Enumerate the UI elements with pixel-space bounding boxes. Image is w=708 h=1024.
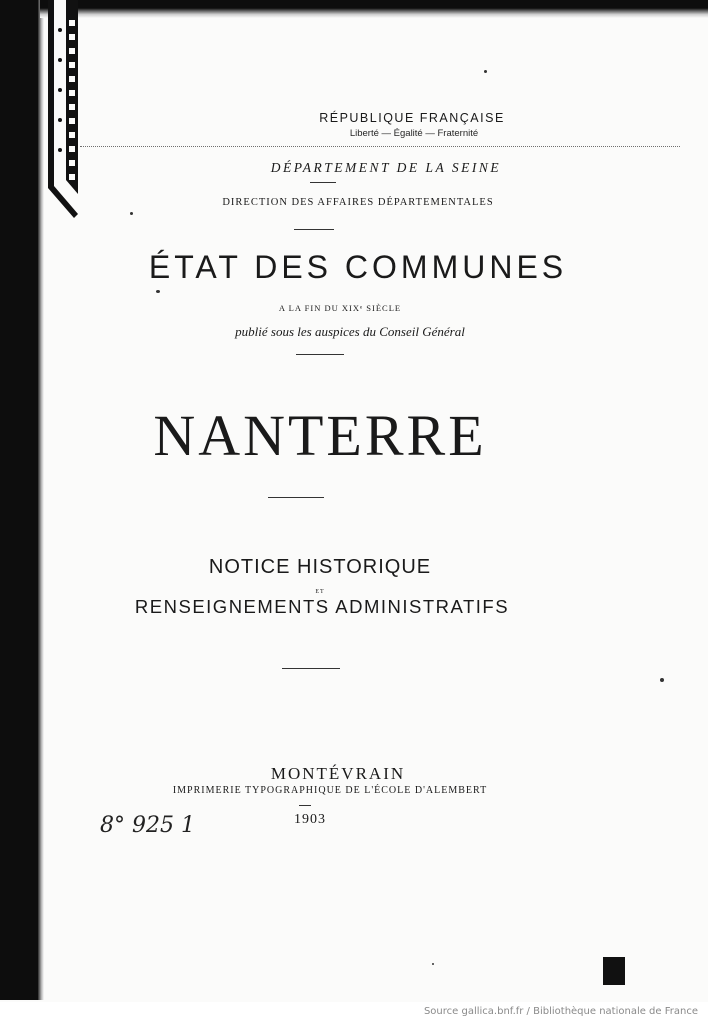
short-rule xyxy=(310,182,336,183)
publication-year: 1903 xyxy=(294,812,326,827)
departement-heading: DÉPARTEMENT DE LA SEINE xyxy=(270,160,502,175)
book-spine-shadow xyxy=(0,0,40,1000)
notice-heading: NOTICE HISTORIQUE xyxy=(208,556,432,578)
national-motto: Liberté — Égalité — Fraternité xyxy=(349,128,479,139)
library-stamp-mark xyxy=(603,957,625,985)
title-rule xyxy=(268,497,324,498)
imprint-printer: IMPRIMERIE TYPOGRAPHIQUE DE L'ÉCOLE D'ALEMBERT xyxy=(172,785,488,796)
shelfmark-text: 8° 925 1 xyxy=(100,813,195,838)
publisher-note: publié sous les auspices du Conseil Général xyxy=(235,324,465,339)
source-attribution: Source gallica.bnf.fr / Bibliothèque nationale de France xyxy=(423,1006,698,1017)
short-rule xyxy=(294,229,334,230)
paper-speck xyxy=(156,290,160,293)
main-title: ÉTAT DES COMMUNES xyxy=(148,249,568,285)
conjunction: ET xyxy=(315,589,325,595)
period-subtitle: A LA FIN DU XIXᵉ SIÈCLE xyxy=(278,303,402,313)
republique-heading: RÉPUBLIQUE FRANÇAISE xyxy=(319,111,505,125)
paper-speck xyxy=(484,70,487,73)
commune-name: NANTERRE xyxy=(153,403,487,468)
paper-speck xyxy=(432,963,434,965)
spine-edge-gradient xyxy=(38,0,44,1000)
handwritten-shelfmark xyxy=(100,802,200,862)
renseignements-heading: RENSEIGNEMENTS ADMINISTRATIFS xyxy=(134,596,510,617)
short-rule xyxy=(282,668,340,669)
top-edge-shadow xyxy=(40,0,708,18)
paper-speck xyxy=(130,212,133,215)
dotted-divider xyxy=(80,146,680,147)
paper-speck xyxy=(660,678,664,682)
direction-heading: DIRECTION DES AFFAIRES DÉPARTEMENTALES xyxy=(222,197,494,208)
short-rule xyxy=(299,805,311,806)
imprint-place: MONTÉVRAIN xyxy=(270,764,406,783)
short-rule xyxy=(296,354,344,355)
